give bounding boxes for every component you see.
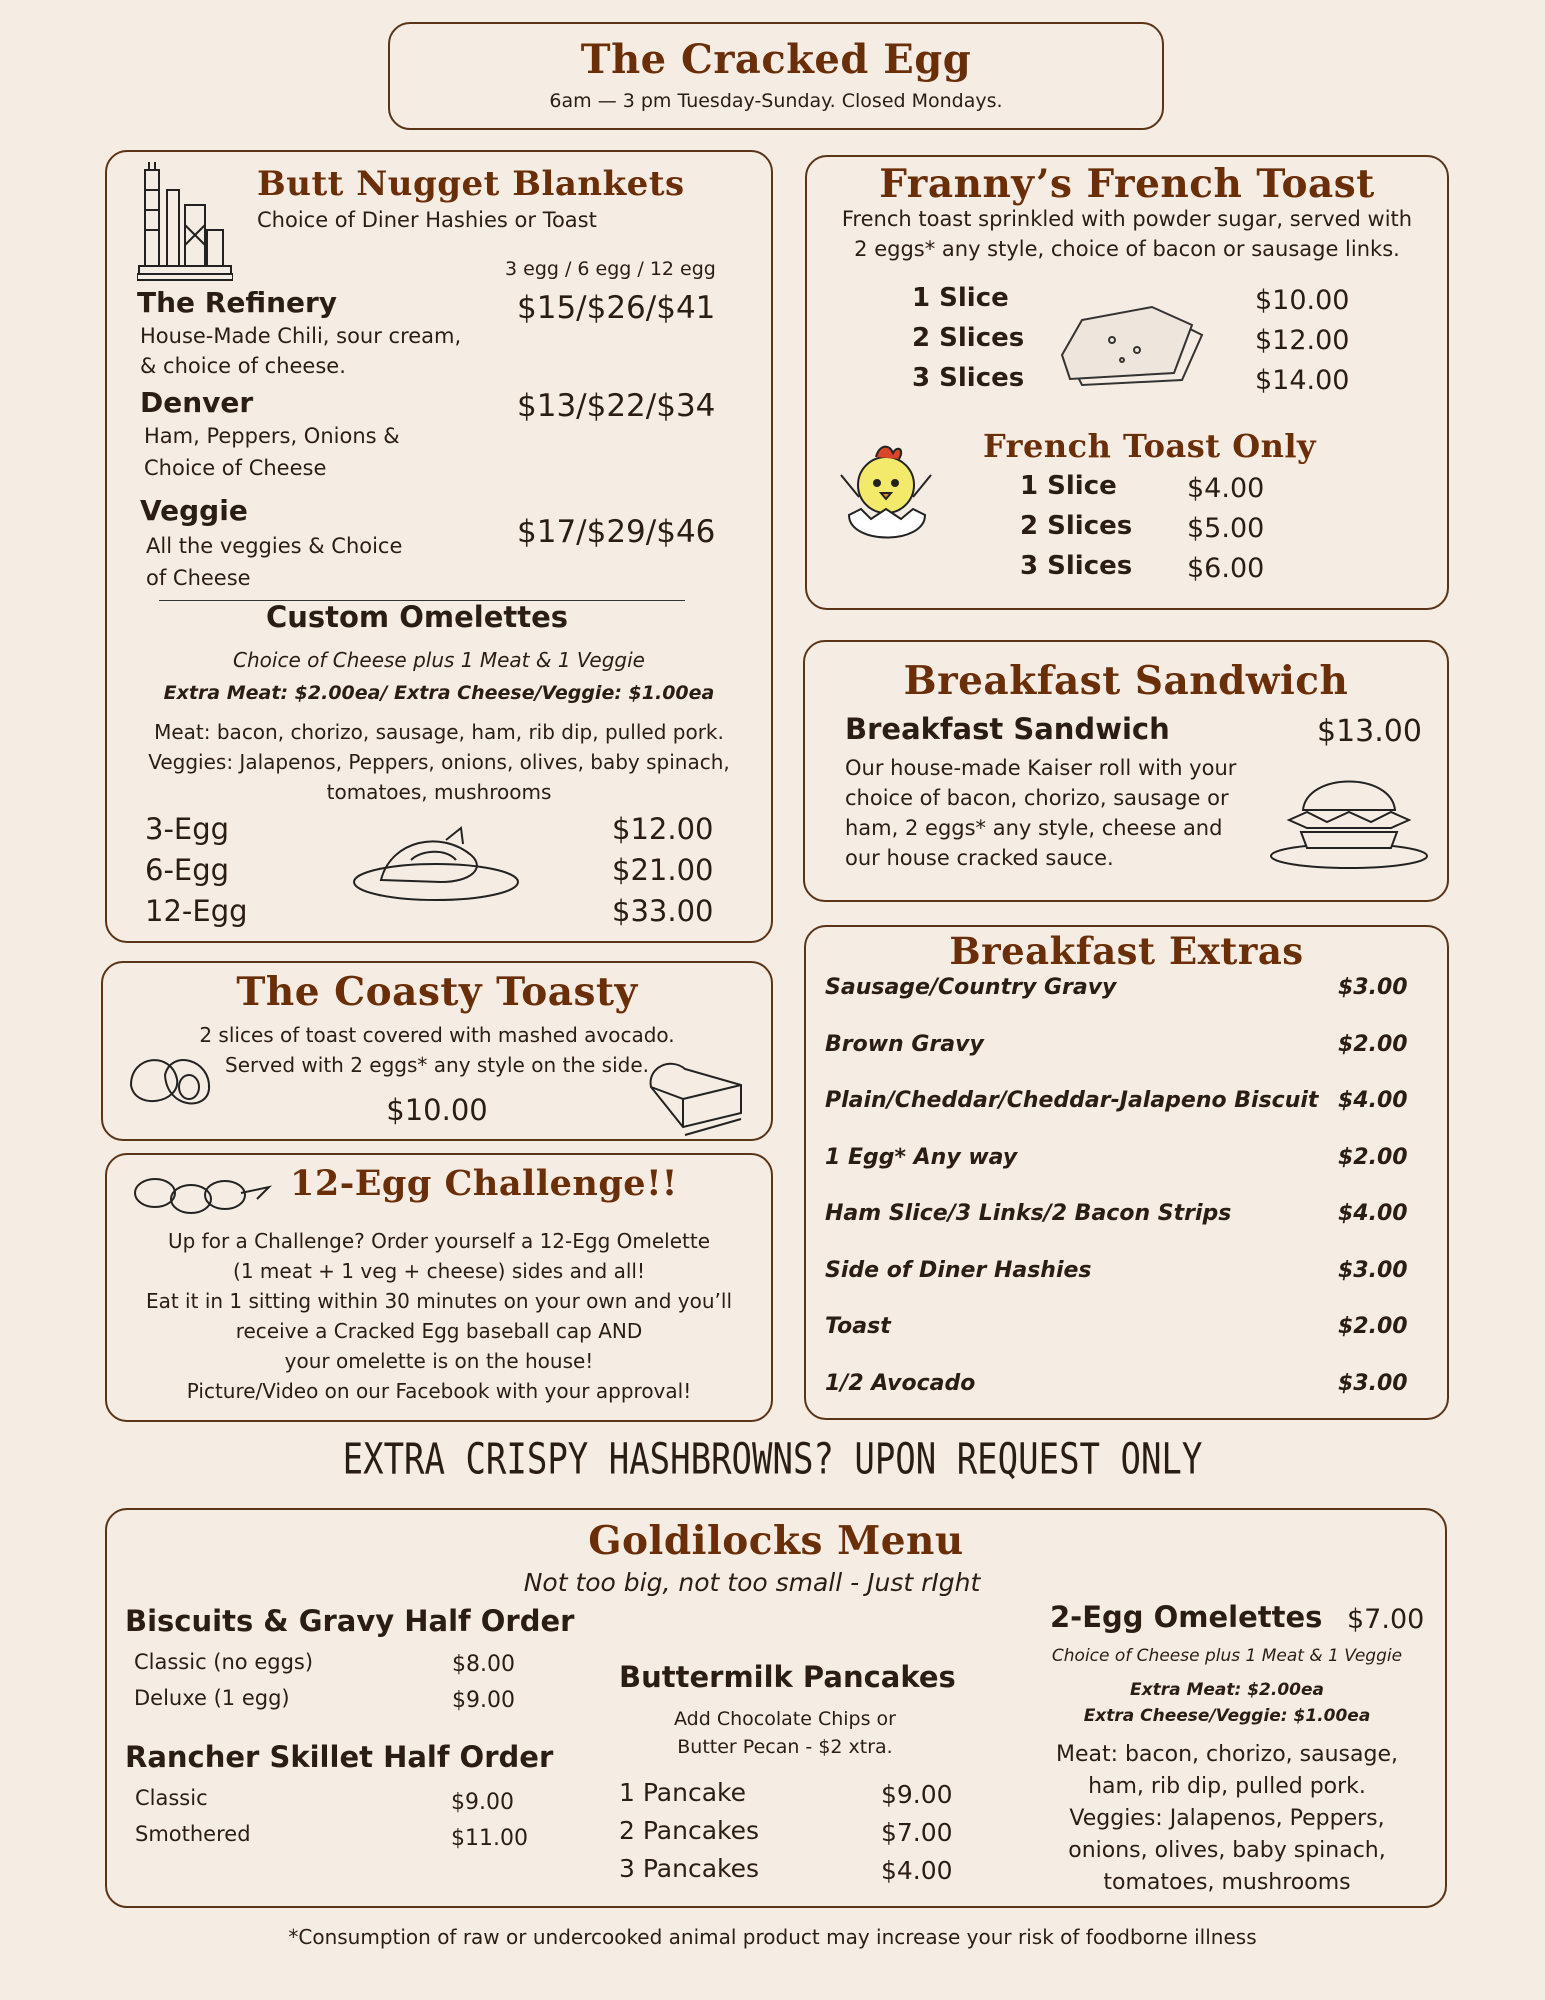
two-egg-omelettes-title: 2-Egg Omelettes bbox=[1050, 1600, 1323, 1634]
challenge-line: Up for a Challenge? Order yourself a 12-Egg Omelette bbox=[167, 1229, 710, 1253]
item-name: The Refinery bbox=[137, 286, 338, 319]
chick-icon bbox=[831, 435, 941, 563]
challenge-line: Eat it in 1 sitting within 30 minutes on your own and you’ll bbox=[145, 1289, 733, 1313]
size-price: $21.00 bbox=[612, 853, 714, 887]
butt-nugget-title: Butt Nugget Blankets bbox=[257, 164, 685, 204]
extra-item-price: $2.00 bbox=[1338, 1314, 1408, 1339]
extra-item-price: $3.00 bbox=[1338, 1370, 1408, 1396]
item-price: $15/$26/$41 bbox=[517, 290, 716, 326]
toast-icon bbox=[641, 1047, 751, 1137]
rancher-label: Classic bbox=[135, 1786, 208, 1810]
extra-item-label: Toast bbox=[825, 1314, 891, 1339]
omelette-icon bbox=[351, 820, 521, 904]
egg-sizes-label: 3 egg / 6 egg / 12 egg bbox=[505, 258, 716, 280]
biscuits-price: $9.00 bbox=[452, 1688, 515, 1713]
rancher-price: $11.00 bbox=[451, 1826, 528, 1851]
french-toast-only-title: French Toast Only bbox=[983, 427, 1317, 465]
french-toast-icon bbox=[1052, 295, 1212, 395]
refinery-icon bbox=[137, 160, 233, 286]
french-toast-section bbox=[805, 155, 1449, 610]
pancakes-title: Buttermilk Pancakes bbox=[619, 1660, 956, 1694]
custom-line1: Choice of Cheese plus 1 Meat & 1 Veggie bbox=[233, 648, 645, 672]
item-desc: Choice of Cheese bbox=[144, 456, 327, 480]
custom-omelettes-title: Custom Omelettes bbox=[265, 600, 569, 634]
only-price: $5.00 bbox=[1187, 513, 1265, 544]
pancake-price: $4.00 bbox=[881, 1856, 953, 1885]
size-price: $12.00 bbox=[612, 812, 714, 846]
extra-item-label: Sausage/Country Gravy bbox=[825, 975, 1117, 1000]
pancakes-note: Butter Pecan - $2 xtra. bbox=[677, 1736, 893, 1758]
only-label: 1 Slice bbox=[1020, 471, 1117, 501]
extra-item-price: $3.00 bbox=[1338, 975, 1408, 1000]
extra-item-price: $2.00 bbox=[1338, 1031, 1408, 1057]
french-toast-desc1: French toast sprinkled with powder sugar, served with bbox=[841, 207, 1413, 231]
extra-item-label: Side of Diner Hashies bbox=[825, 1257, 1092, 1283]
footer-disclaimer: *Consumption of raw or undercooked animal product may increase your risk of foodborne illness bbox=[288, 1925, 1257, 1949]
header-box bbox=[388, 22, 1164, 130]
sandwich-desc: Our house-made Kaiser roll with your bbox=[845, 756, 1237, 780]
omelette-desc: tomatoes, mushrooms bbox=[1103, 1870, 1351, 1895]
goldilocks-title: Goldilocks Menu bbox=[588, 1518, 964, 1564]
biscuits-price: $8.00 bbox=[452, 1652, 515, 1677]
only-label: 2 Slices bbox=[1020, 511, 1133, 541]
challenge-line: (1 meat + 1 veg + cheese) sides and all! bbox=[233, 1259, 645, 1283]
breakfast-sandwich-title: Breakfast Sandwich bbox=[903, 658, 1349, 704]
slice-price: $12.00 bbox=[1255, 325, 1350, 356]
pancake-price: $7.00 bbox=[881, 1818, 953, 1847]
item-price: $13/$22/$34 bbox=[517, 388, 716, 424]
slice-label: 3 Slices bbox=[912, 363, 1025, 393]
size-label: 3-Egg bbox=[145, 812, 230, 846]
pancake-label: 1 Pancake bbox=[619, 1778, 747, 1807]
item-desc: Ham, Peppers, Onions & bbox=[144, 424, 400, 448]
item-desc: All the veggies & Choice bbox=[146, 534, 403, 558]
size-price: $33.00 bbox=[612, 894, 714, 928]
biscuits-title: Biscuits & Gravy Half Order bbox=[125, 1604, 575, 1638]
challenge-line: receive a Cracked Egg baseball cap AND bbox=[235, 1319, 643, 1343]
goldilocks-subtitle: Not too big, not too small - Just rIght bbox=[523, 1568, 981, 1597]
custom-line2: Extra Meat: $2.00ea/ Extra Cheese/Veggie: $1.00ea bbox=[163, 682, 715, 704]
challenge-line: your omelette is on the house! bbox=[284, 1349, 594, 1373]
goldilocks-section bbox=[105, 1508, 1447, 1908]
slice-label: 2 Slices bbox=[912, 323, 1025, 353]
omelette-line: Extra Meat: $2.00ea bbox=[1129, 1680, 1324, 1700]
omelette-line: Choice of Cheese plus 1 Meat & 1 Veggie bbox=[1051, 1646, 1403, 1666]
size-label: 6-Egg bbox=[145, 853, 230, 887]
pancake-label: 2 Pancakes bbox=[619, 1816, 760, 1845]
item-desc: of Cheese bbox=[146, 566, 251, 590]
coasty-desc2: Served with 2 eggs* any style on the side. bbox=[225, 1053, 649, 1077]
item-name: Veggie bbox=[140, 494, 248, 527]
omelette-line: Extra Cheese/Veggie: $1.00ea bbox=[1083, 1706, 1371, 1726]
rancher-title: Rancher Skillet Half Order bbox=[125, 1740, 554, 1774]
only-price: $6.00 bbox=[1187, 553, 1265, 584]
eggs-icon bbox=[129, 1165, 279, 1219]
butt-nugget-section bbox=[105, 150, 773, 943]
challenge-title: 12-Egg Challenge!! bbox=[290, 1163, 678, 1204]
two-egg-omelettes-price: $7.00 bbox=[1347, 1604, 1425, 1635]
custom-veg1: Veggies: Jalapenos, Peppers, onions, olives, baby spinach, bbox=[148, 750, 730, 774]
size-label: 12-Egg bbox=[145, 894, 248, 928]
slice-price: $10.00 bbox=[1255, 285, 1350, 316]
item-price: $17/$29/$46 bbox=[517, 514, 716, 550]
extra-item-label: 1/2 Avocado bbox=[825, 1370, 976, 1396]
extra-item-label: Brown Gravy bbox=[825, 1031, 984, 1057]
extra-item-label: Plain/Cheddar/Cheddar-Jalapeno Biscuit bbox=[825, 1088, 1319, 1113]
breakfast-sandwich-section bbox=[803, 640, 1449, 902]
hours-text: 6am — 3 pm Tuesday-Sunday. Closed Mondays. bbox=[549, 90, 1003, 112]
extra-item-price: $3.00 bbox=[1338, 1257, 1408, 1283]
extra-item-label: Ham Slice/3 Links/2 Bacon Strips bbox=[825, 1201, 1232, 1226]
rancher-price: $9.00 bbox=[451, 1790, 514, 1815]
avocado-icon bbox=[121, 1045, 217, 1117]
butt-nugget-subtitle: Choice of Diner Hashies or Toast bbox=[257, 208, 597, 232]
extra-item-label: 1 Egg* Any way bbox=[825, 1144, 1018, 1170]
coasty-price: $10.00 bbox=[386, 1093, 488, 1127]
pancakes-note: Add Chocolate Chips or bbox=[674, 1708, 896, 1730]
extra-item-price: $2.00 bbox=[1338, 1144, 1408, 1170]
omelette-desc: onions, olives, baby spinach, bbox=[1068, 1838, 1386, 1863]
sandwich-desc: our house cracked sauce. bbox=[845, 846, 1114, 870]
pancake-label: 3 Pancakes bbox=[619, 1854, 760, 1883]
slice-price: $14.00 bbox=[1255, 365, 1350, 396]
sandwich-icon bbox=[1267, 762, 1431, 874]
biscuits-label: Deluxe (1 egg) bbox=[134, 1686, 290, 1710]
sandwich-desc: choice of bacon, chorizo, sausage or bbox=[845, 786, 1229, 810]
slice-label: 1 Slice bbox=[912, 283, 1009, 313]
sandwich-price: $13.00 bbox=[1317, 714, 1422, 749]
rancher-label: Smothered bbox=[135, 1822, 251, 1846]
restaurant-title: The Cracked Egg bbox=[580, 36, 972, 83]
item-desc: & choice of cheese. bbox=[140, 354, 346, 378]
challenge-line: Picture/Video on our Facebook with your approval! bbox=[186, 1379, 692, 1403]
coasty-toasty-section bbox=[101, 961, 773, 1141]
omelette-desc: Meat: bacon, chorizo, sausage, bbox=[1056, 1742, 1398, 1767]
coasty-toasty-title: The Coasty Toasty bbox=[236, 969, 638, 1015]
sandwich-name: Breakfast Sandwich bbox=[845, 712, 1170, 746]
french-toast-desc2: 2 eggs* any style, choice of bacon or sausage links. bbox=[854, 237, 1400, 261]
pancake-price: $9.00 bbox=[881, 1780, 953, 1809]
omelette-desc: Veggies: Jalapenos, Peppers, bbox=[1069, 1806, 1385, 1831]
extra-item-price: $4.00 bbox=[1338, 1088, 1408, 1113]
extra-item-price: $4.00 bbox=[1338, 1201, 1408, 1226]
omelette-desc: ham, rib dip, pulled pork. bbox=[1088, 1774, 1366, 1799]
french-toast-title: Franny’s French Toast bbox=[879, 161, 1375, 207]
item-desc: House-Made Chili, sour cream, bbox=[140, 324, 462, 348]
item-name: Denver bbox=[140, 386, 254, 419]
custom-veg2: tomatoes, mushrooms bbox=[326, 780, 552, 804]
challenge-section bbox=[105, 1153, 773, 1422]
biscuits-label: Classic (no eggs) bbox=[134, 1650, 314, 1674]
custom-meat: Meat: bacon, chorizo, sausage, ham, rib dip, pulled pork. bbox=[154, 720, 724, 744]
coasty-desc1: 2 slices of toast covered with mashed avocado. bbox=[199, 1023, 675, 1047]
only-price: $4.00 bbox=[1187, 473, 1265, 504]
hashbrowns-banner: EXTRA CRISPY HASHBROWNS? UPON REQUEST ONLY bbox=[342, 1434, 1203, 1485]
breakfast-extras-title: Breakfast Extras bbox=[949, 929, 1304, 973]
only-label: 3 Slices bbox=[1020, 551, 1133, 581]
sandwich-desc: ham, 2 eggs* any style, cheese and bbox=[845, 816, 1223, 840]
